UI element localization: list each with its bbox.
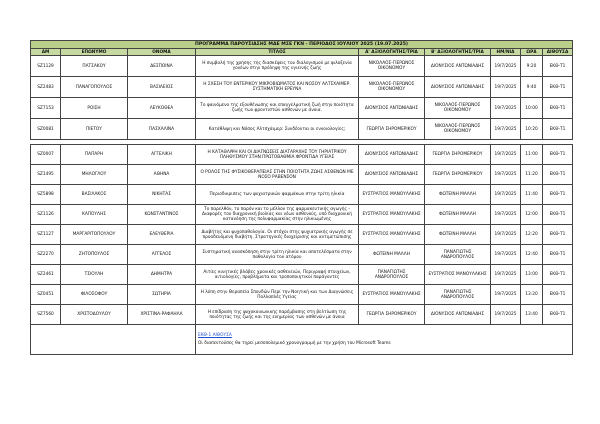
student-id-cell: SZ0007 bbox=[31, 145, 61, 165]
student-id-cell: SZ2270 bbox=[31, 245, 61, 265]
student-id-cell: SZ7560 bbox=[31, 305, 61, 325]
column-header: ΗΜ/ΝΙΑ bbox=[491, 49, 521, 56]
room-cell: ΕΚΘ-Τ1 bbox=[543, 145, 573, 165]
time-cell: 12:40 bbox=[521, 245, 543, 265]
room-cell: ΕΚΘ-Τ1 bbox=[543, 119, 573, 140]
second-examiner-cell: ΦΩΤΕΙΝΗ ΜΑΛΛΗ bbox=[425, 205, 491, 225]
room-cell: ΕΚΘ-Τ1 bbox=[543, 285, 573, 305]
first-examiner-cell: ΕΥΣΤΡΑΤΙΟΣ ΜΑΝΟΥΛΑΚΗΣ bbox=[359, 185, 425, 205]
first-examiner-cell: ΔΙΟΝΥΣΙΟΣ ΑΝΤΩΝΙΑΔΗΣ bbox=[359, 165, 425, 185]
thesis-title-cell: Διαβήτης και ψυχοπαθολογία. Οι στόχοι στης ψυχιατρικής αγωγής σε προοδευόμενη διαβήτη. Στρατηγικές διαχείρισης και αντιμετώπισης bbox=[196, 225, 359, 245]
schedule-title: ΠΡΟΓΡΑΜΜΑ ΠΑΡΟΥΣΙΑΣΗΣ ΜΔΕ ΜΣΕ ΓΚΝ - ΠΕΡΙΟΔΟΣ ΙΟΥΛΙΟΥ 2025 (19.07.2025) bbox=[31, 41, 573, 49]
table-row bbox=[31, 56, 573, 77]
thesis-title-cell: Η ΚΑΤΑΘΛΙΨΗ ΚΑΙ ΟΙ ΔΙΑΓΝΩΣΕΙΣ ΔΙΑΤΑΡΑΧΗΣ ΤΟΥ ΓΗΡΙΑΤΡΙΚΟΥ ΠΛΗΘΥΣΜΟΥ ΣΤΗΝ ΠΡΩΤΟΒΑΘΜΙΑ ΦΡΟΝΤΙΔΑ ΥΓΕΙΑΣ bbox=[196, 145, 359, 165]
thesis-title-cell: Συστηματική ανασκόπηση στην τρίτη ηλικία και αποτελέσματα στην παθολογία του ατόμου bbox=[196, 245, 359, 265]
table-row bbox=[31, 245, 573, 265]
table-row bbox=[31, 265, 573, 285]
room-cell: ΕΚΘ-Τ1 bbox=[543, 185, 573, 205]
table-row bbox=[31, 285, 573, 305]
thesis-title-cell: Η επίδραση της ψυχοκοινωνικής παρέμβασης στη βελτίωση της ποιότητας της ζωής και της ευημερίας των ασθενών με άνοια bbox=[196, 305, 359, 325]
second-examiner-cell: ΔΙΟΝΥΣΙΟΣ ΑΝΤΩΝΙΑΔΗΣ bbox=[425, 56, 491, 77]
schedule-table bbox=[30, 40, 573, 355]
date-cell: 19/7/2025 bbox=[491, 77, 521, 98]
thesis-title-cell: Η λύπη στην Θεραπεία Σπουδών Περί την Νοητική και των Διαγνώσεις Πολλαπλές Υγείας bbox=[196, 285, 359, 305]
first-name-cell: ΑΘΗΝΑ bbox=[128, 165, 196, 185]
column-header: Β' ΑΞΙΟΛΟΓΗΤΗΣ/ΤΡΙΑ bbox=[425, 49, 491, 56]
thesis-title-cell: Αιτίες κινητικές βλάβες χρονικές ασθενειών, Περιγραφή στοιχείων, αιτιολογίες, προβλήματα και τροποποιητικοί παράγοντες bbox=[196, 265, 359, 285]
date-cell: 19/7/2025 bbox=[491, 305, 521, 325]
first-name-cell: ΔΗΜΗΤΡΑ bbox=[128, 265, 196, 285]
surname-cell: ΧΡΙΣΤΟΔΟΥΛΟΥ bbox=[61, 305, 128, 325]
first-examiner-cell: ΕΥΣΤΡΑΤΙΟΣ ΜΑΝΟΥΛΑΚΗΣ bbox=[359, 285, 425, 305]
time-cell: 10:00 bbox=[521, 98, 543, 119]
time-cell: 9:40 bbox=[521, 77, 543, 98]
first-examiner-cell: ΕΥΣΤΡΑΤΙΟΣ ΜΑΝΟΥΛΑΚΗΣ bbox=[359, 205, 425, 225]
footer-cell bbox=[196, 325, 573, 355]
date-cell: 19/7/2025 bbox=[491, 205, 521, 225]
surname-cell: ΒΑΣΙΛΑΚΟΣ bbox=[61, 185, 128, 205]
date-cell: 19/7/2025 bbox=[491, 285, 521, 305]
room-cell: ΕΚΘ-Τ1 bbox=[543, 225, 573, 245]
time-cell: 10:20 bbox=[521, 119, 543, 140]
column-header: ΤΙΤΛΟΣ bbox=[196, 49, 359, 56]
room-cell: ΕΚΘ-Τ1 bbox=[543, 56, 573, 77]
student-id-cell: SZ2483 bbox=[31, 77, 61, 98]
room-cell: ΕΚΘ-Τ1 bbox=[543, 305, 573, 325]
thesis-title-cell: Περιοδικρισεις των ψυχιατρικών φαρμάκων στην τρίτη ηλικία bbox=[196, 185, 359, 205]
thesis-title-cell: Ο ΡΟΛΟΣ ΤΗΣ ΦΥΣΙΚΟΘΕΡΑΠΕΙΑΣ ΣΤΗΝ ΠΟΙΟΤΗΤΑ ΖΩΗΣ ΑΣΘΕΝΩΝ ΜΕ ΝΟΣΟ ΡΑΒΕΝΣΟΝ bbox=[196, 165, 359, 185]
second-examiner-cell: ΕΥΣΤΡΑΤΙΟΣ ΜΑΝΟΥΛΑΚΗΣ bbox=[425, 265, 491, 285]
thesis-title-cell: Το φαινόμενο της εξουθένωσης και επαγγελματική ζωή στην ποιότητα ζωής των φροντιστών ασθενών με άνοια. bbox=[196, 98, 359, 119]
time-cell: 11:20 bbox=[521, 165, 543, 185]
second-examiner-cell: ΦΩΤΕΙΝΗ ΜΑΛΛΗ bbox=[425, 185, 491, 205]
surname-cell: ΜΑΡΓΑΡΙΤΟΠΟΥΛΟΥ bbox=[61, 225, 128, 245]
student-id-cell: SZ7153 bbox=[31, 98, 61, 119]
surname-cell: ΠΑΤΣΑΚΟΥ bbox=[61, 56, 128, 77]
surname-cell: ΖΗΤΟΠΟΥΛΟΣ bbox=[61, 245, 128, 265]
surname-cell: ΡΟΙΣΗ bbox=[61, 98, 128, 119]
student-id-cell: SZ1126 bbox=[31, 205, 61, 225]
thesis-title-cell: Κατάθλιψη και Νόσος Αλτσχάιμερ: Συνδέονται οι εννοιολογίες; bbox=[196, 119, 359, 140]
first-name-cell: ΕΛΕΥΘΕΡΙΑ bbox=[128, 225, 196, 245]
time-cell: 11:40 bbox=[521, 185, 543, 205]
date-cell: 19/7/2025 bbox=[491, 265, 521, 285]
column-header: ΑΜ bbox=[31, 49, 61, 56]
time-cell: 9:20 bbox=[521, 56, 543, 77]
surname-cell: ΠΑΠΑΡΗ bbox=[61, 145, 128, 165]
second-examiner-cell: ΠΑΝΑΓΙΩΤΗΣ ΑΝΔΡΟΠΟΥΛΟΣ bbox=[425, 245, 491, 265]
time-cell: 12:20 bbox=[521, 225, 543, 245]
first-examiner-cell: ΕΥΣΤΡΑΤΙΟΣ ΜΑΝΟΥΛΑΚΗΣ bbox=[359, 225, 425, 245]
column-header: Α' ΑΞΙΟΛΟΓΗΤΗΣ/ΤΡΙΑ bbox=[359, 49, 425, 56]
student-id-cell: SZ1129 bbox=[31, 56, 61, 77]
date-cell: 19/7/2025 bbox=[491, 165, 521, 185]
room-link[interactable]: ΕΚΘ-1 ΑΙΘΟΥΣΑ bbox=[198, 333, 232, 338]
surname-cell: ΜΗΛΟΓΛΟΥ bbox=[61, 165, 128, 185]
student-id-cell: SZ1495 bbox=[31, 165, 61, 185]
surname-cell: ΠΑΝΑΓΟΠΟΥΛΟΣ bbox=[61, 77, 128, 98]
surname-cell: ΤΣΙΟΥΛΗ bbox=[61, 265, 128, 285]
first-name-cell: ΛΕΥΚΟΘΕΑ bbox=[128, 98, 196, 119]
time-cell: 13:20 bbox=[521, 285, 543, 305]
first-examiner-cell: ΦΩΤΕΙΝΗ ΜΑΛΛΗ bbox=[359, 245, 425, 265]
student-id-cell: SZ2461 bbox=[31, 265, 61, 285]
second-examiner-cell: ΠΑΝΑΓΙΩΤΗΣ ΑΝΔΡΟΠΟΥΛΟΣ bbox=[425, 285, 491, 305]
thesis-title-cell: Το παρελθόν, το παρόν και το μέλλον της φαρμακευτικής αγωγής - Διαφορές του διαχρονική βιολίας και νέων ασθενούς, υπό διαχρονική κατανόηση της πολυφαρμακίας στην ηλικιωμένης bbox=[196, 205, 359, 225]
second-examiner-cell: ΔΙΟΝΥΣΙΟΣ ΑΝΤΩΝΙΑΔΗΣ bbox=[425, 305, 491, 325]
table-row bbox=[31, 185, 573, 205]
second-examiner-cell: ΝΙΚΟΛΑΟΣ-ΓΙΕΡΩΝΟΣ ΟΙΚΟΝΟΜΟΥ bbox=[425, 119, 491, 140]
first-examiner-cell: ΓΕΩΡΓΙΑ ΣΗΡΟΜΕΡΙΚΟΥ bbox=[359, 119, 425, 140]
first-name-cell: ΔΕΣΠΟΙΝΑ bbox=[128, 56, 196, 77]
first-name-cell: ΑΓΓΕΛΙΚΗ bbox=[128, 145, 196, 165]
first-examiner-cell: ΓΕΩΡΓΙΑ ΣΗΡΟΜΕΡΙΚΟΥ bbox=[359, 305, 425, 325]
time-cell: 13:40 bbox=[521, 305, 543, 325]
first-examiner-cell: ΔΙΟΝΥΣΙΟΣ ΑΝΤΩΝΙΑΔΗΣ bbox=[359, 98, 425, 119]
surname-cell: ΦΙΛΟΣΟΦΟΥ bbox=[61, 285, 128, 305]
first-examiner-cell: ΝΙΚΟΛΑΟΣ-ΓΙΕΡΩΝΟΣ ΟΙΚΟΝΟΜΟΥ bbox=[359, 77, 425, 98]
first-name-cell: ΚΩΝΣΤΑΝΤΙΝΟΣ bbox=[128, 205, 196, 225]
first-name-cell: ΣΩΤΗΡΙΑ bbox=[128, 285, 196, 305]
thesis-title-cell: Η ΣΧΕΣΗ ΤΟΥ ΕΝΤΕΡΙΚΟΥ ΜΙΚΡΟΒΙΩΜΑΤΟΣ ΚΑΙ ΝΟΣΟΥ ΑΛΤΣΧΑΙΜΕΡ. ΣΥΣΤΗΜΑΤΙΚΗ ΕΡΕΥΝΑ bbox=[196, 77, 359, 98]
footer-left-cell bbox=[31, 325, 196, 355]
second-examiner-cell: ΦΩΤΕΙΝΗ ΜΑΛΛΗ bbox=[425, 225, 491, 245]
room-cell: ΕΚΘ-Τ1 bbox=[543, 165, 573, 185]
room-cell: ΕΚΘ-Τ1 bbox=[543, 98, 573, 119]
first-name-cell: ΑΓΓΕΛΟΣ bbox=[128, 245, 196, 265]
first-examiner-cell: ΠΑΝΑΓΙΩΤΗΣ ΑΝΔΡΟΠΟΥΛΟΣ bbox=[359, 265, 425, 285]
first-name-cell: ΧΡΙΣΤΙΝΑ-ΡΑΦΑΗΛΑ bbox=[128, 305, 196, 325]
schedule-sheet bbox=[30, 40, 572, 355]
room-cell: ΕΚΘ-Τ1 bbox=[543, 77, 573, 98]
surname-cell: ΚΑΠΟΥΛΗΣ bbox=[61, 205, 128, 225]
table-row bbox=[31, 305, 573, 325]
table-row bbox=[31, 145, 573, 165]
first-name-cell: ΝΙΚΗΤΑΣ bbox=[128, 185, 196, 205]
table-row bbox=[31, 205, 573, 225]
date-cell: 19/7/2025 bbox=[491, 98, 521, 119]
first-name-cell: ΒΑΣΙΛΕΙΟΣ bbox=[128, 77, 196, 98]
column-header: ΑΙΘΟΥΣΑ bbox=[543, 49, 573, 56]
thesis-title-cell: Η συμβολή της χρήσης της διασκέψεις του διαλογισμού με φιλοξενία γονέων στην πρόληψη της υγιεινής ζωής bbox=[196, 56, 359, 77]
first-examiner-cell: ΔΙΟΝΥΣΙΟΣ ΑΝΤΩΝΙΑΔΗΣ bbox=[359, 145, 425, 165]
student-id-cell: SZ1127 bbox=[31, 225, 61, 245]
time-cell: 11:00 bbox=[521, 145, 543, 165]
table-row bbox=[31, 225, 573, 245]
time-cell: 12:00 bbox=[521, 205, 543, 225]
table-row bbox=[31, 77, 573, 98]
student-id-cell: SZ0081 bbox=[31, 119, 61, 140]
student-id-cell: SZ0451 bbox=[31, 285, 61, 305]
student-id-cell: SZ5898 bbox=[31, 185, 61, 205]
time-cell: 13:00 bbox=[521, 265, 543, 285]
surname-cell: ΠΙΕΤΟΥ bbox=[61, 119, 128, 140]
first-name-cell: ΠΑΣΧΑΛΙΝΑ bbox=[128, 119, 196, 140]
date-cell: 19/7/2025 bbox=[491, 225, 521, 245]
date-cell: 19/7/2025 bbox=[491, 56, 521, 77]
second-examiner-cell: ΝΙΚΟΛΑΟΣ-ΓΙΕΡΩΝΟΣ ΟΙΚΟΝΟΜΟΥ bbox=[425, 98, 491, 119]
column-header: ΩΡΑ bbox=[521, 49, 543, 56]
column-header: ΟΝΟΜΑ bbox=[128, 49, 196, 56]
room-cell: ΕΚΘ-Τ1 bbox=[543, 265, 573, 285]
date-cell: 19/7/2025 bbox=[491, 185, 521, 205]
date-cell: 19/7/2025 bbox=[491, 119, 521, 140]
table-row bbox=[31, 98, 573, 119]
teams-note: Οι διαπεντούσες θα τηρεί μεσοπολεμικό χρονογραμμή με την χρήση του Microsoft Teams bbox=[198, 341, 391, 346]
second-examiner-cell: ΓΕΩΡΓΙΑ ΣΗΡΟΜΕΡΙΚΟΥ bbox=[425, 145, 491, 165]
first-examiner-cell: ΝΙΚΟΛΑΟΣ-ΓΙΕΡΩΝΟΣ ΟΙΚΟΝΟΜΟΥ bbox=[359, 56, 425, 77]
table-row bbox=[31, 165, 573, 185]
second-examiner-cell: ΓΕΩΡΓΙΑ ΣΗΡΟΜΕΡΙΚΟΥ bbox=[425, 165, 491, 185]
date-cell: 19/7/2025 bbox=[491, 145, 521, 165]
room-cell: ΕΚΘ-Τ1 bbox=[543, 205, 573, 225]
date-cell: 19/7/2025 bbox=[491, 245, 521, 265]
second-examiner-cell: ΔΙΟΝΥΣΙΟΣ ΑΝΤΩΝΙΑΔΗΣ bbox=[425, 77, 491, 98]
table-row bbox=[31, 119, 573, 140]
column-header: ΕΠΩΝΥΜΟ bbox=[61, 49, 128, 56]
room-cell: ΕΚΘ-Τ1 bbox=[543, 245, 573, 265]
